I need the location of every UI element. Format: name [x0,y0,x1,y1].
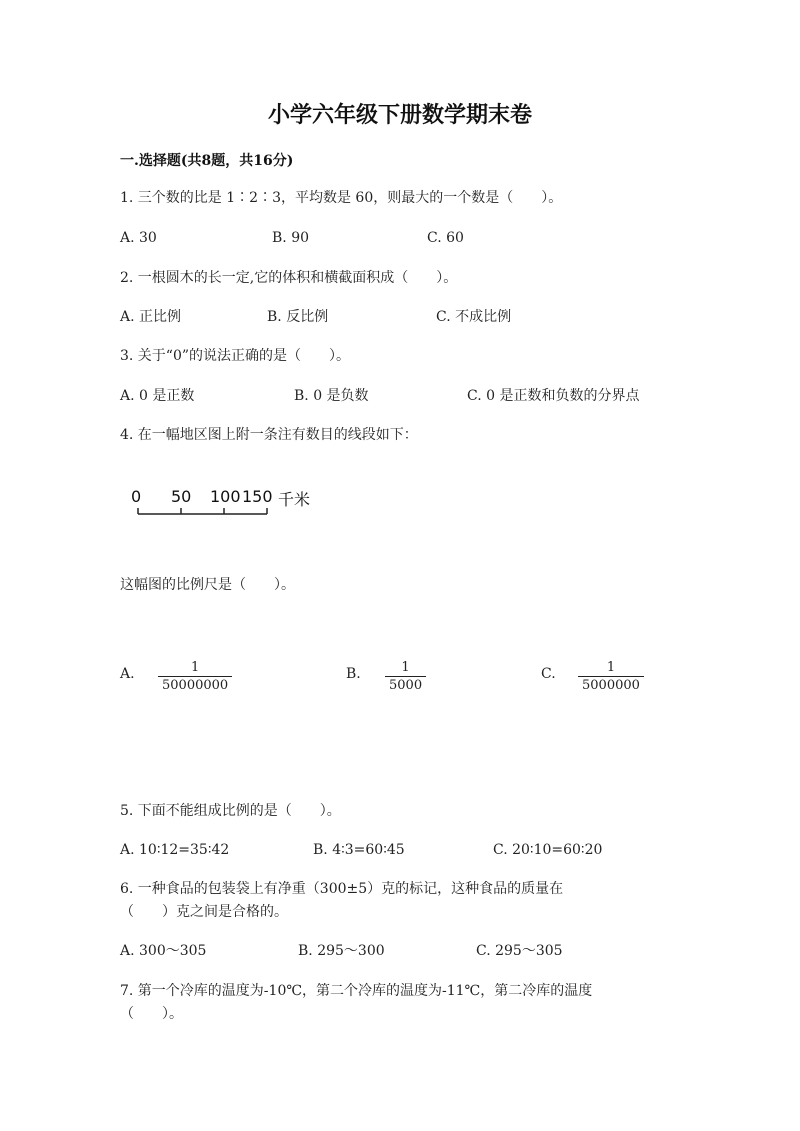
question-7-stem-continued: （ ）。 [120,1006,183,1022]
question-1-option-a: A. 30 [120,230,157,246]
scale-tick-label-100: 100 [210,487,241,506]
page-title: 小学六年级下册数学期末卷 [267,102,532,128]
scale-tick-label-150: 150 [242,487,273,506]
question-6-option-b: B. 295～300 [298,943,385,959]
fraction-numerator: 1 [606,660,616,675]
question-4-option-a-label: A. [120,666,135,682]
question-6-stem-continued: （ ）克之间是合格的。 [120,904,288,920]
fraction-numerator: 1 [401,660,410,675]
fraction-numerator: 1 [190,660,200,675]
question-6-option-c: C. 295～305 [476,943,563,959]
fraction-denominator: 5000 [385,676,426,694]
question-4-follow-text: 这幅图的比例尺是（ ）。 [120,577,295,593]
section-heading: 一.选择题(共8题，共16分) [120,153,294,169]
scale-tick-label-50: 50 [171,487,192,506]
question-2-option-a: A. 正比例 [120,309,182,325]
question-1-option-b: B. 90 [272,230,310,246]
question-4-stem: 4. 在一幅地区图上附一条注有数目的线段如下： [120,427,418,443]
question-1-option-c: C. 60 [427,230,464,246]
question-5-option-b: B. 4∶3=60∶45 [313,842,405,858]
question-1-stem: 1. 三个数的比是 1∶2∶3，平均数是 60，则最大的一个数是（ ）。 [120,190,563,206]
line-scale-figure [130,483,350,523]
question-2-stem: 2. 一根圆木的长一定,它的体积和横截面积成（ ）。 [120,270,458,286]
question-4-option-c-label: C. [541,666,556,682]
question-5-option-c: C. 20∶10=60∶20 [493,842,603,858]
question-2-option-c: C. 不成比例 [436,309,512,325]
scale-tick-label-0: 0 [131,487,142,506]
question-5-option-a: A. 10∶12=35∶42 [120,842,230,858]
question-4-option-b-label: B. [346,666,361,682]
fraction-denominator: 5000000 [578,676,644,694]
question-6-option-a: A. 300～305 [120,943,207,959]
question-4-option-c-fraction [578,660,644,694]
question-7-stem: 7. 第一个冷库的温度为-10℃，第二个冷库的温度为-11℃，第二冷库的温度 [120,983,593,999]
question-3-stem: 3. 关于“0”的说法正确的是（ ）。 [120,348,351,364]
scale-unit-label: 千米 [278,490,311,509]
scale-bar [130,483,350,523]
question-3-option-c: C. 0 是正数和负数的分界点 [467,388,640,404]
question-3-option-b: B. 0 是负数 [294,388,369,404]
question-2-option-b: B. 反比例 [267,309,329,325]
question-3-option-a: A. 0 是正数 [120,388,195,404]
fraction-denominator: 50000000 [158,676,232,694]
question-6-stem: 6. 一种食品的包装袋上有净重（300±5）克的标记，这种食品的质量在 [120,881,564,897]
question-5-stem: 5. 下面不能组成比例的是（ ）。 [120,803,341,819]
question-4-option-b-fraction [385,660,426,694]
question-4-option-a-fraction [158,660,232,694]
